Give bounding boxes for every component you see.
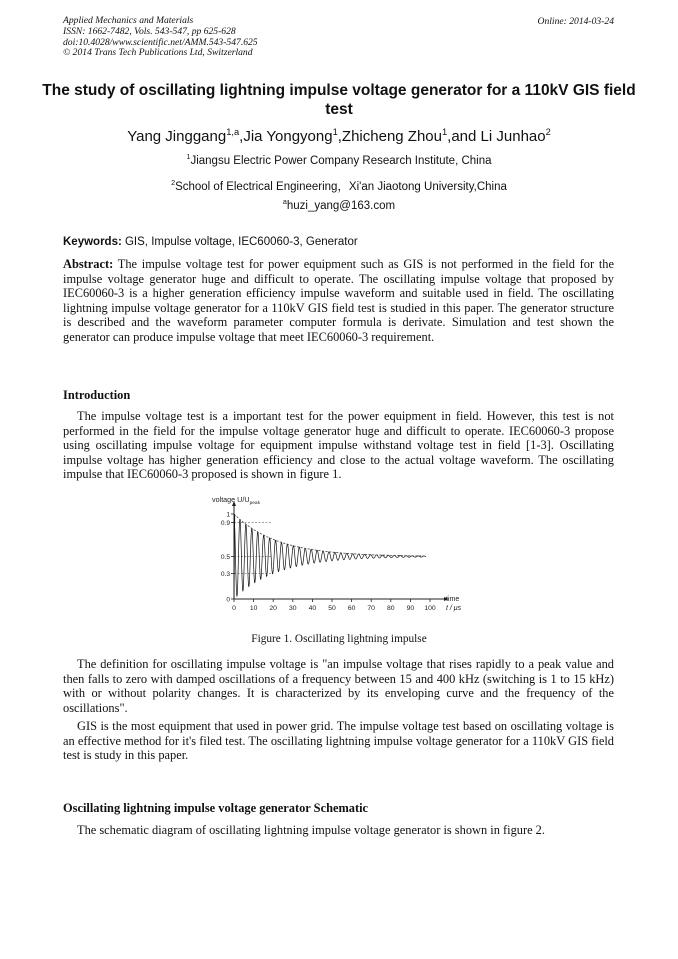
x-tick-label: 20 bbox=[269, 605, 277, 612]
figure-1-caption: Figure 1. Oscillating lightning impulse bbox=[251, 633, 427, 645]
x-tick-label: 40 bbox=[308, 605, 317, 612]
x-axis-unit-label: t / μs bbox=[446, 605, 462, 612]
x-tick-label: 60 bbox=[347, 605, 356, 612]
intro-paragraph-3: GIS is the most equipment that used in power grid. The impulse voltage test based on oscillating voltage is an effective method for it's filed test. The oscillating lightning impulse voltage generator for a 110kV GIS field test is study in this paper. bbox=[63, 719, 614, 763]
author-list: Yang Jinggang$^{1,a}$,Jia Yongyong$^1$,Zhicheng Zhou$^1$,and Li Junhao$^2$ bbox=[127, 127, 551, 145]
intro-paragraph-1: The impulse voltage test is a important test for the power equipment in field. However, this test is not performed in the field for the impulse voltage generator huge and difficult to operate. IEC60060-3 propose using oscillating impulse voltage for equipment impulse withstand voltage test in field [1-3]. Oscillating impulse voltage has higher generation efficiency and close to the actual voltage waveform. The oscillating impulse that IEC60060-3 proposed is shown in figure 1. bbox=[63, 409, 614, 482]
intro-paragraph-2: The definition for oscillating impulse voltage is "an impulse voltage that rises rapidly to a peak value and then falls to zero with damped oscillations of a frequency between 15 and 400 kHz (switching is 1 to 15 kHz) with or without polarity changes. It is characterized by its enveloping curve and the frequency of the oscillations". bbox=[63, 657, 614, 715]
y-axis-label: voltage $U/U_{peak}$ bbox=[212, 495, 260, 506]
author-name: Li Junhao bbox=[480, 128, 546, 145]
y-axis-label-subscript: peak bbox=[249, 501, 260, 506]
author-email: $^a$huzi_yang@163.com bbox=[282, 198, 396, 212]
abstract-text: The impulse voltage test for power equipment such as GIS is not performed in the field for the impulse voltage generator huge and difficult to operate. The oscillating impulse voltage that proposed by IEC60060-3 is a higher generation efficiency impulse waveform and suitable used in field. The oscillating lightning impulse voltage generator for a 110kV GIS field test is studied in this paper. The generator structure is described and the waveform parameter computer formula is derivate. Simulation and test shown the generator can produce impulse voltage that meet IEC60060-3 requirement. bbox=[63, 257, 614, 344]
author-name: Zhicheng Zhou bbox=[341, 128, 442, 145]
affiliation-1: $^1$Jiangsu Electric Power Company Research Institute, China bbox=[186, 153, 492, 167]
oscillation-series-line bbox=[235, 519, 426, 596]
online-date: Online: 2014-03-24 bbox=[537, 16, 614, 27]
keywords-text: GIS, Impulse voltage, IEC60060-3, Generator bbox=[121, 236, 358, 248]
y-tick-label: 0 bbox=[226, 596, 230, 604]
section-heading-schematic: Oscillating lightning impulse voltage generator Schematic bbox=[63, 801, 369, 815]
y-tick-label: 1 bbox=[226, 511, 230, 519]
x-tick-label: 80 bbox=[387, 605, 395, 612]
y-tick-label: 0.3 bbox=[220, 571, 230, 578]
schematic-paragraph-1: The schematic diagram of oscillating lightning impulse voltage generator is shown in figure 2. bbox=[77, 823, 545, 837]
author-affil-mark: 1 bbox=[442, 127, 448, 137]
abstract-label: Abstract: bbox=[63, 257, 114, 271]
section-heading-introduction: Introduction bbox=[63, 388, 131, 402]
journal-info bbox=[63, 16, 258, 59]
x-tick-label: 90 bbox=[406, 605, 415, 612]
x-tick-label: 70 bbox=[367, 605, 375, 612]
y-tick-label: 0.9 bbox=[220, 520, 230, 527]
doi: doi:10.4028/www.scientific.net/AMM.543-547.625 bbox=[63, 36, 258, 48]
copyright: © 2014 Trans Tech Publications Ltd, Switzerland bbox=[63, 47, 253, 59]
y-tick-label: 0.5 bbox=[220, 554, 230, 561]
x-axis-label: time bbox=[446, 596, 460, 603]
journal-name: Applied Mechanics and Materials bbox=[63, 15, 194, 26]
x-tick-label: 50 bbox=[328, 605, 336, 612]
author-name: Yang Jinggang bbox=[127, 128, 227, 145]
x-tick-label: 100 bbox=[424, 605, 436, 612]
abstract bbox=[63, 257, 614, 345]
affiliation-2: $^2$School of Electrical Engineering，Xi'an Jiaotong University,China bbox=[171, 179, 507, 193]
x-tick-label: 0 bbox=[232, 605, 236, 612]
author-affil-mark: 2 bbox=[545, 127, 551, 137]
issn: ISSN: 1662-7482, Vols. 543-547, pp 625-628 bbox=[63, 25, 236, 37]
author-name: Jia Yongyong bbox=[243, 128, 333, 145]
x-tick-label: 10 bbox=[249, 605, 258, 612]
figure-1 bbox=[200, 492, 470, 627]
author-affil-mark: 1 bbox=[332, 127, 338, 137]
x-tick-label: 30 bbox=[289, 605, 297, 612]
keywords bbox=[63, 236, 358, 248]
keywords-label: Keywords: bbox=[63, 236, 122, 248]
paper-title: The study of oscillating lightning impulse voltage generator for a 110kV GIS field test bbox=[42, 82, 636, 118]
oscillation-chart bbox=[200, 492, 470, 622]
author-affil-mark: 1,a bbox=[226, 127, 240, 137]
